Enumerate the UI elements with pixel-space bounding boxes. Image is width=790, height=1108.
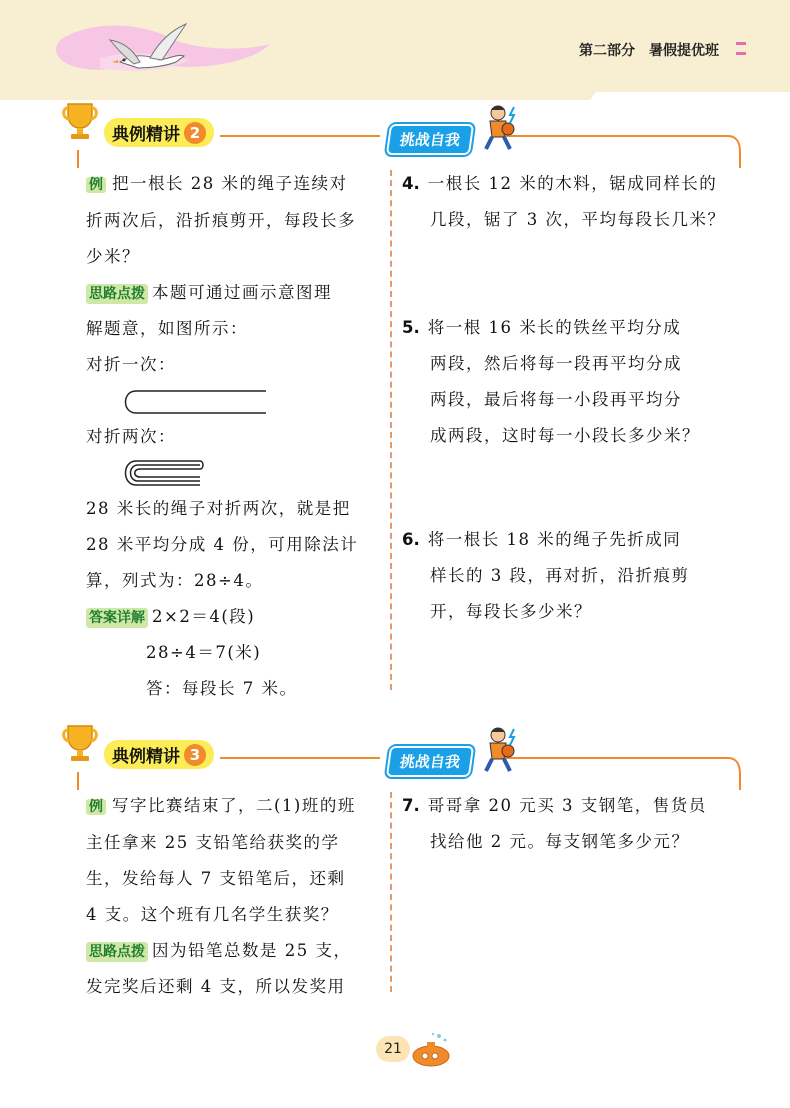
fold-twice-label: 对折两次：: [86, 427, 176, 446]
hint-line: 思路点拨 本题可通过画示意图理: [86, 275, 386, 311]
section2-challenge-label: 挑战自我: [386, 124, 474, 155]
question-number: 6.: [402, 530, 420, 549]
explain-line: 28 米平均分成 4 份，可用除法计: [86, 535, 359, 554]
section3-challenge-label: 挑战自我: [386, 746, 474, 777]
question-number: 4.: [402, 174, 420, 193]
answer-line: 答：每段长 7 米。: [146, 679, 298, 698]
fold-once-diagram: [86, 383, 286, 419]
section2-left-column: [86, 166, 386, 707]
section3-left-column: [86, 788, 386, 1005]
answer-line: 28÷4＝7(米): [146, 643, 262, 662]
section3-title-text: 典例精讲: [112, 747, 180, 767]
hint-line: 解题意，如图所示：: [86, 319, 248, 338]
question-number: 5.: [402, 318, 420, 337]
question-5: 5. 将一根 16 米长的铁丝平均分成 两段，然后将每一段再平均分成 两段，最后将每一小段再平均分 成两段，这时每一小段长多少米？: [402, 318, 700, 445]
fold-once-diagram-row: [86, 383, 386, 419]
answer-tag: 答案详解: [86, 608, 148, 628]
submarine-icon: [405, 1030, 455, 1070]
page-number: 21: [376, 1036, 410, 1062]
answer-line: 答案详解 2×2＝4(段): [86, 599, 386, 635]
fold-twice-diagram-row: [86, 455, 386, 491]
header-title: [579, 40, 733, 60]
explain-line: 算，列式为：28÷4。: [86, 571, 264, 590]
question-4: 4. 一根长 12 米的木料，锯成同样长的 几段，锯了 3 次，平均每段长几米？: [402, 174, 726, 229]
example-line: 4 支。这个班有几名学生获奖？: [86, 905, 339, 924]
explain-line: 28 米长的绳子对折两次，就是把: [86, 499, 351, 518]
section3-number: 3: [184, 744, 206, 766]
hint-tag: 思路点拨: [86, 284, 148, 304]
example-line: 例 把一根长 28 米的绳子连续对: [86, 166, 386, 203]
hint-tag: 思路点拨: [86, 942, 148, 962]
example-tag: 例: [86, 177, 106, 193]
header-part: 第二部分: [579, 43, 635, 59]
runner-boy-icon: [478, 725, 518, 777]
example-tag: 例: [86, 799, 106, 815]
hint-line: 思路点拨 因为铅笔总数是 25 支，: [86, 933, 386, 969]
example-line: 生，发给每人 7 支铅笔后，还剩: [86, 869, 346, 888]
fold-once-label: 对折一次：: [86, 355, 176, 374]
question-number: 7.: [402, 796, 420, 815]
fold-twice-diagram: [86, 455, 286, 491]
example-line: 少米？: [86, 247, 140, 266]
question-7: 7. 哥哥拿 20 元买 3 支钢笔，售货员 找给他 2 元。每支钢笔多少元？: [402, 796, 707, 851]
header-book: 暑假提优班: [649, 43, 719, 59]
hint-line: 发完奖后还剩 4 支，所以发奖用: [86, 977, 346, 996]
column-divider: [390, 792, 392, 992]
column-divider: [390, 170, 392, 690]
runner-boy-icon: [478, 103, 518, 155]
question-6: 6. 将一根长 18 米的绳子先折成同 样长的 3 段，再对折，沿折痕剪 开，每段长多少米？: [402, 530, 690, 621]
example-line: 折两次后，沿折痕剪开，每段长多: [86, 211, 356, 230]
section2-number: 2: [184, 122, 206, 144]
section2-title-text: 典例精讲: [112, 125, 180, 145]
example-line: 主任拿来 25 支铅笔给获奖的学: [86, 833, 340, 852]
example-line: 例 写字比赛结束了，二(1)班的班: [86, 788, 386, 825]
